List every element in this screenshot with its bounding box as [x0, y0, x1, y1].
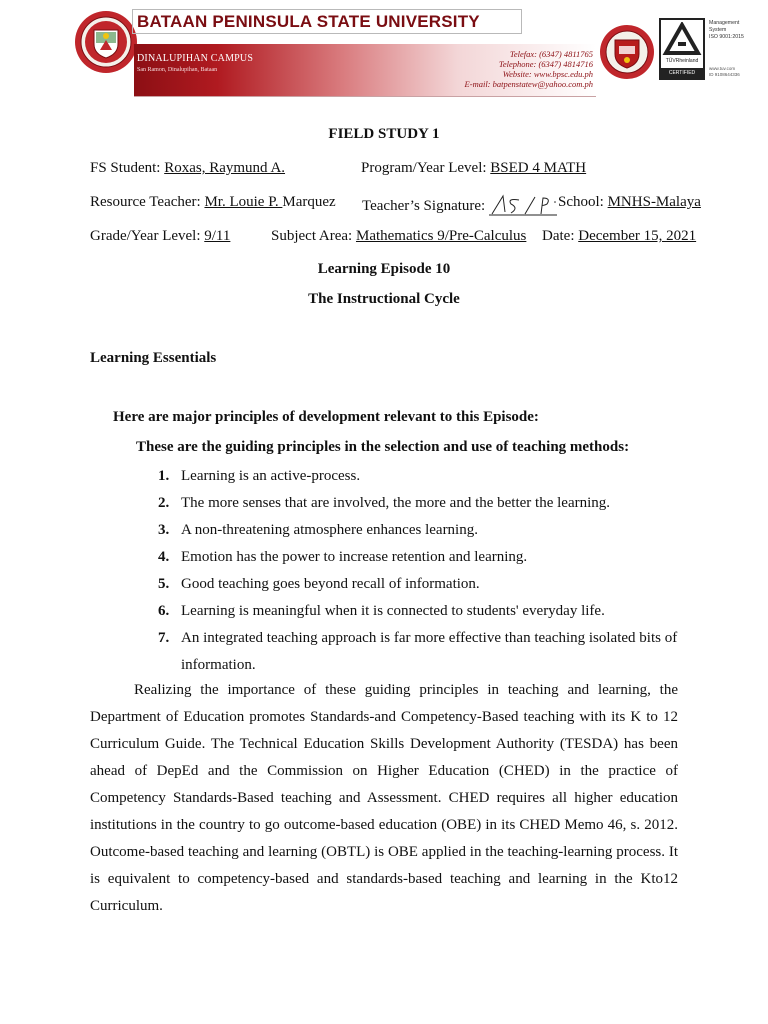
mgmt-footer-2: ID 9108644336 [709, 72, 740, 77]
grade-value: 9/11 [204, 228, 231, 244]
list-item-text: Learning is an active-process. [181, 468, 361, 484]
certificate-id-text [709, 66, 740, 78]
subject-line [271, 228, 526, 245]
fs-student-value: Roxas, Raymund A. [164, 160, 286, 176]
list-item [158, 598, 681, 625]
principles-heading: Here are major principles of development relevant to this Episode: [113, 409, 539, 425]
episode-title: The Instructional Cycle [308, 291, 460, 307]
list-item-text: Emotion has the power to increase retention and learning. [181, 549, 528, 565]
mgmt-footer-1: www.tuv.com [709, 66, 736, 71]
contact-telefax: Telefax: (6347) 4811765 [509, 49, 593, 59]
subject-value: Mathematics 9/Pre-Calculus [355, 228, 527, 244]
school-line [558, 194, 701, 211]
list-item-number: 7. [158, 630, 170, 646]
list-item-number: 5. [158, 576, 170, 592]
resource-teacher-label: Resource Teacher: [90, 194, 205, 210]
school-label: School: [558, 194, 608, 210]
campus-address: San Ramon, Dinalupihan, Bataan [137, 67, 218, 73]
resource-teacher-surname: Marquez [282, 194, 336, 210]
principles-list [158, 463, 681, 679]
program-line [361, 160, 586, 177]
episode-number: Learning Episode 10 [317, 261, 451, 277]
mgmt-line-3: ISO 9001:2015 [709, 34, 744, 40]
fs-student-label: FS Student: [90, 160, 165, 176]
list-item-number: 4. [158, 549, 170, 565]
contact-website: Website: www.bpsc.edu.ph [502, 69, 593, 79]
section-heading: Learning Essentials [90, 350, 217, 366]
contact-telephone: Telephone: (6347) 4814716 [498, 59, 593, 69]
date-value: December 15, 2021 [578, 228, 697, 244]
signature-line [362, 194, 557, 216]
principles-list-container [158, 463, 681, 679]
tuv-name: TÜVRheinland [665, 58, 699, 64]
contact-email: E-mail: batpenstatew@yahoo.com.ph [464, 79, 593, 89]
list-item-number: 3. [158, 522, 170, 538]
list-item-text: An integrated teaching approach is far more effective than teaching isolated bits of information. [181, 630, 678, 673]
list-item-number: 6. [158, 603, 170, 619]
list-item [158, 571, 681, 598]
guiding-heading: These are the guiding principles in the selection and use of teaching methods: [136, 439, 630, 455]
list-item-number: 1. [158, 468, 170, 484]
body-paragraph: Realizing the importance of these guiding principles in teaching and learning, the Department of Education promotes Standards-and Competency-Based teaching with its K to 12 Curriculum Guide. The Technical Education Skills Development Authority (TESDA) has been ahead of DepEd and the Commission on Higher Education (CHED) in the practice of Competency Standards-Based teaching and Assessment. CHED requires all higher education institutions in the country to go outcome-based education (OBE) in its CHED Memo 46, s. 2012. Outcome-based teaching and learning (OBTL) is OBE applied in the teaching-learning process. It is equivalent to competency-based and standards-based teaching and learning in the Kto12 Curriculum. [90, 682, 678, 914]
mgmt-line-1: Management [709, 20, 740, 26]
mgmt-line-2: System [709, 27, 727, 33]
list-item-text: A non-threatening atmosphere enhances learning. [181, 522, 478, 538]
teacher-signature [489, 194, 557, 216]
grade-line [90, 228, 230, 245]
date-label: Date: [542, 228, 579, 244]
list-item [158, 625, 681, 679]
campus-name: DINALUPIHAN CAMPUS [137, 53, 254, 64]
management-system-text [709, 20, 744, 41]
school-value: MNHS-Malaya [607, 194, 701, 210]
header-divider [134, 96, 596, 97]
university-name: BATAAN PENINSULA STATE UNIVERSITY [132, 9, 522, 34]
subject-label: Subject Area: [271, 228, 356, 244]
list-item [158, 463, 681, 490]
grade-label: Grade/Year Level: [90, 228, 205, 244]
list-item [158, 544, 681, 571]
document-title: FIELD STUDY 1 [328, 126, 440, 142]
list-item-number: 2. [158, 495, 170, 511]
program-label: Program/Year Level: [361, 160, 491, 176]
tuv-certified-label: CERTIFIED [661, 68, 703, 78]
program-value: BSED 4 MATH [490, 160, 587, 176]
list-item [158, 490, 681, 517]
campus-seal-logo [599, 16, 655, 92]
list-item [158, 517, 681, 544]
list-item-text: Good teaching goes beyond recall of information. [181, 576, 480, 592]
fs-student-line [90, 160, 285, 177]
resource-teacher-value: Mr. Louie P. [204, 194, 283, 210]
signature-label: Teacher’s Signature: [362, 198, 489, 214]
resource-teacher-line [90, 194, 336, 211]
list-item-text: Learning is meaningful when it is connected to students' everyday life. [181, 603, 605, 619]
list-item-text: The more senses that are involved, the more and the better the learning. [181, 495, 611, 511]
university-seal-logo [74, 10, 138, 74]
date-line [542, 228, 696, 245]
